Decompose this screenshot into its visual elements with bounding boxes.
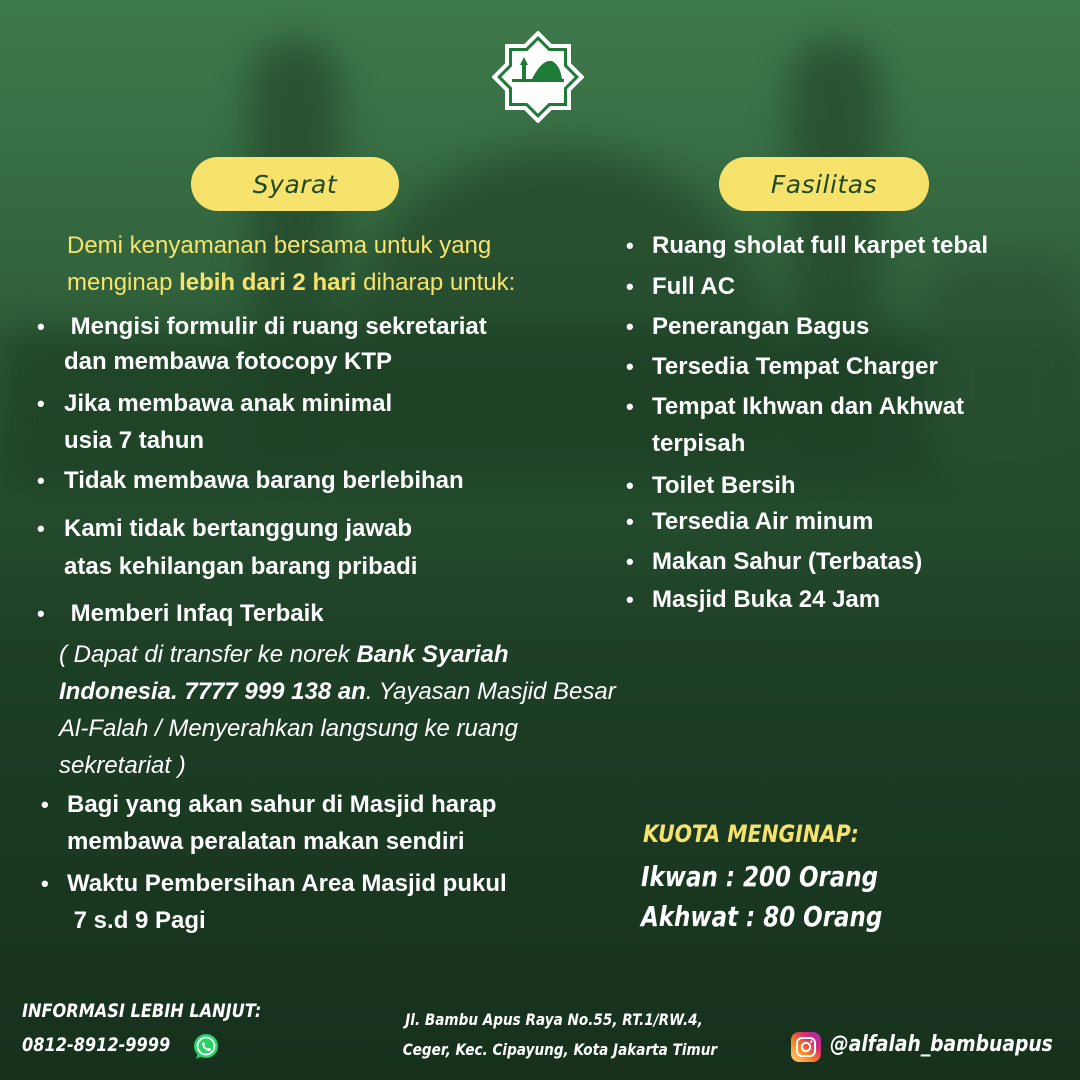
infaq-note: ( Dapat di transfer ke norek Bank Syariah Indonesia. 7777 999 138 an. Yayasan Masjid Besar Al-Falah / Menyerahkan langsung ke ruang sekretariat ) [59,641,616,779]
address-line1: Jl. Bambu Apus Raya No.55, RT.1/RW.4, [405,1010,703,1029]
address-line2: Ceger, Kec. Cipayung, Kota Jakarta Timur [402,1040,718,1059]
info-title: INFORMASI LEBIH LANJUT: [22,1000,262,1022]
kuota-title: KUOTA MENGINAP: [643,820,859,848]
phone-number[interactable]: 0812-8912-9999 [22,1034,171,1056]
al-falah-logo [492,31,584,123]
instagram-icon[interactable] [790,1031,822,1063]
kuota-akhwat: Akhwat : 80 Orang [641,900,883,933]
kuota-ikwan: Ikwan : 200 Orang [641,860,879,893]
syarat-intro: Demi kenyamanan bersama untuk yang menginap lebih dari 2 hari diharap untuk: [67,232,516,296]
whatsapp-icon[interactable] [191,1032,221,1062]
instagram-handle[interactable]: @alfalah_bambuapus [830,1032,1053,1057]
address [376,1005,732,1065]
fasilitas-heading: Fasilitas [719,157,929,211]
syarat-heading: Syarat [191,157,399,211]
